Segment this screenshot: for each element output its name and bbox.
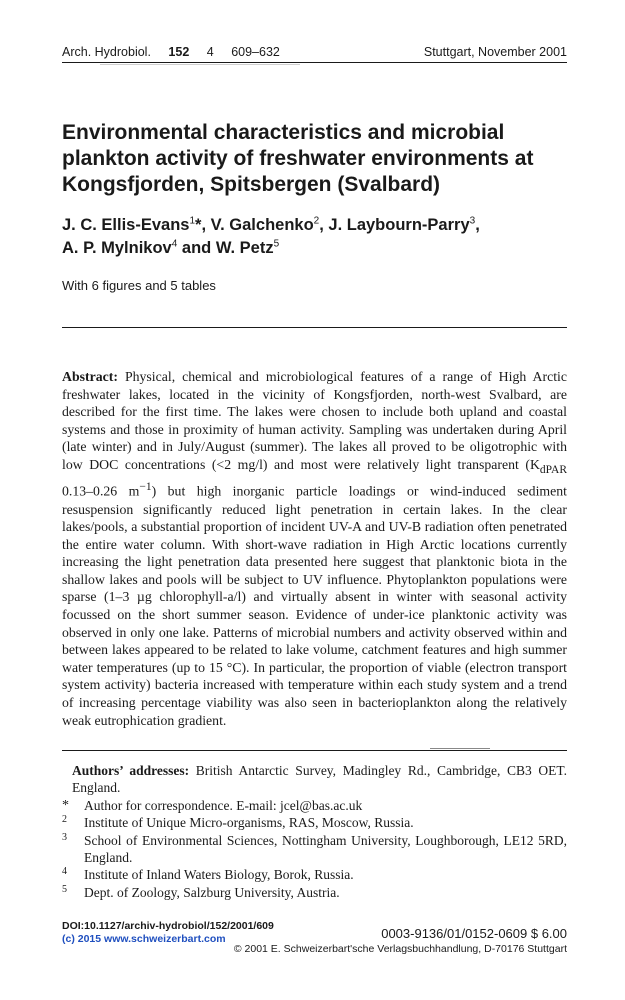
address-text: Institute of Unique Micro-organisms, RAS, Moscow, Russia.	[84, 815, 414, 831]
address-item	[62, 832, 567, 867]
address-item	[62, 814, 567, 831]
abstract-text: 0.13–0.26 m	[62, 483, 140, 499]
author-affiliation-mark: 5	[273, 238, 280, 250]
journal-citation	[62, 45, 294, 59]
author-name: J. Laybourn-Parry	[328, 216, 470, 234]
author-name: V. Galchenko	[210, 216, 314, 234]
address-list	[62, 797, 567, 901]
address-text: British Antarctic Survey, Madingley Rd., Cambridge, CB3 OET. England.	[72, 763, 567, 796]
address-first	[62, 762, 567, 797]
article-title: Environmental characteristics and microbial plankton activity of freshwater environments at Kongsfjorden, Spitsbergen (Svalbard)	[62, 121, 534, 196]
author-name: J. C. Ellis-Evans	[62, 216, 190, 234]
abstract-subscript: dPAR	[539, 463, 567, 476]
issn-price: 0003-9136/01/0152-0609 $ 6.00	[381, 926, 567, 941]
journal-pages: 609–632	[231, 45, 280, 59]
doi-text: DOI:10.1127/archiv-hydrobiol/152/2001/609	[62, 920, 274, 932]
address-mark: 5	[62, 883, 67, 895]
addresses-label: Authors’ addresses:	[72, 763, 190, 778]
journal-name: Arch. Hydrobiol.	[62, 45, 151, 59]
section-rule	[62, 327, 567, 328]
address-text: Institute of Inland Waters Biology, Borok, Russia.	[84, 867, 354, 883]
author-name: A. P. Mylnikov	[62, 239, 172, 257]
figures-tables-note: With 6 figures and 5 tables	[62, 278, 216, 293]
header-rule	[62, 62, 567, 63]
footnote-rule-faint	[430, 748, 490, 749]
address-mark: 4	[62, 866, 67, 878]
publisher-notice: © 2001 E. Schweizerbart'sche Verlagsbuchhandlung, D-70176 Stuttgart	[233, 943, 567, 955]
address-item	[62, 884, 567, 901]
address-item	[62, 866, 567, 883]
address-text: School of Environmental Sciences, Nottingham University, Loughborough, LE12 5RD, England.	[84, 832, 567, 866]
address-mark: 3	[62, 831, 67, 843]
footnote-rule	[62, 750, 567, 751]
author-affiliation-mark: 1	[189, 215, 196, 227]
author-name: W. Petz	[215, 239, 274, 257]
address-text: Dept. of Zoology, Salzburg University, Austria.	[84, 884, 340, 900]
copyright-link[interactable]: (c) 2015 www.schweizerbart.com	[62, 933, 226, 945]
corresponding-author-mark: *	[195, 216, 202, 234]
journal-volume: 152	[168, 45, 190, 59]
running-header	[62, 43, 567, 61]
header-rule-faint	[100, 64, 300, 65]
authors-addresses	[62, 762, 567, 901]
publication-place-date: Stuttgart, November 2001	[423, 45, 567, 59]
author-conjunction: and	[181, 239, 212, 257]
author-list: J. C. Ellis-Evans$^1$*, V. Galchenko$^2$, J. Laybourn-Parry$^3$, A. P. Mylnikov$^4$ and W. Petz$^5$	[62, 215, 480, 257]
abstract-superscript: −1	[139, 481, 152, 494]
abstract-text: Physical, chemical and microbiological features of a range of High Arctic freshwater lakes, located in the vicinity of Kongsfjorden, north-west Svalbard, are described for the first time. The lakes were chosen to include both upland and coastal systems and those in proximity of human activity. Sampling was undertaken during April (late winter) and in July/August (summer). The lakes all proved to be oligotrophic with low DOC concentrations (<2 mg/l) and most were relatively light transparent (K	[62, 369, 567, 472]
abstract-text: ) but high inorganic particle loadings or wind-induced sediment resuspension significantly reduced light penetration in certain lakes. In the clear lakes/pools, a substantial proportion of incident UV-A and UV-B radiation often penetrated the entire water column. With short-wave radiation in High Arctic locations currently increasing the light penetration data presented here suggest that planktonic biota in the shallow lakes and pools will be subject to UV influence. Phytoplankton populations were sparse (1–3 µg chlorophyll-a/l) and virtually absent in winter with seasonal activity focussed on the short summer season. Evidence of under-ice planktonic activity was observed in only one lake. Patterns of microbial numbers and activity observed within and between lakes appeared to be related to lake volume, catchment features and high summer water temperatures (up to 15 °C). In particular, the proportion of viable (electron transport system activity) bacteria increased with temperature within each study system and a trend of increasing percentage viability was also seen in bacterioplankton along the relatively weak eutrophication gradient.	[62, 483, 567, 728]
author-affiliation-mark: 4	[171, 238, 178, 250]
address-item	[62, 797, 567, 814]
abstract-label: Abstract:	[62, 369, 118, 384]
author-affiliation-mark: 3	[469, 215, 476, 227]
author-affiliation-mark: 2	[313, 215, 320, 227]
abstract	[62, 368, 567, 729]
address-mark: 2	[62, 814, 67, 826]
journal-issue: 4	[206, 45, 214, 59]
address-text: Author for correspondence. E-mail: jcel@bas.ac.uk	[84, 797, 363, 813]
address-mark: *	[62, 797, 69, 813]
